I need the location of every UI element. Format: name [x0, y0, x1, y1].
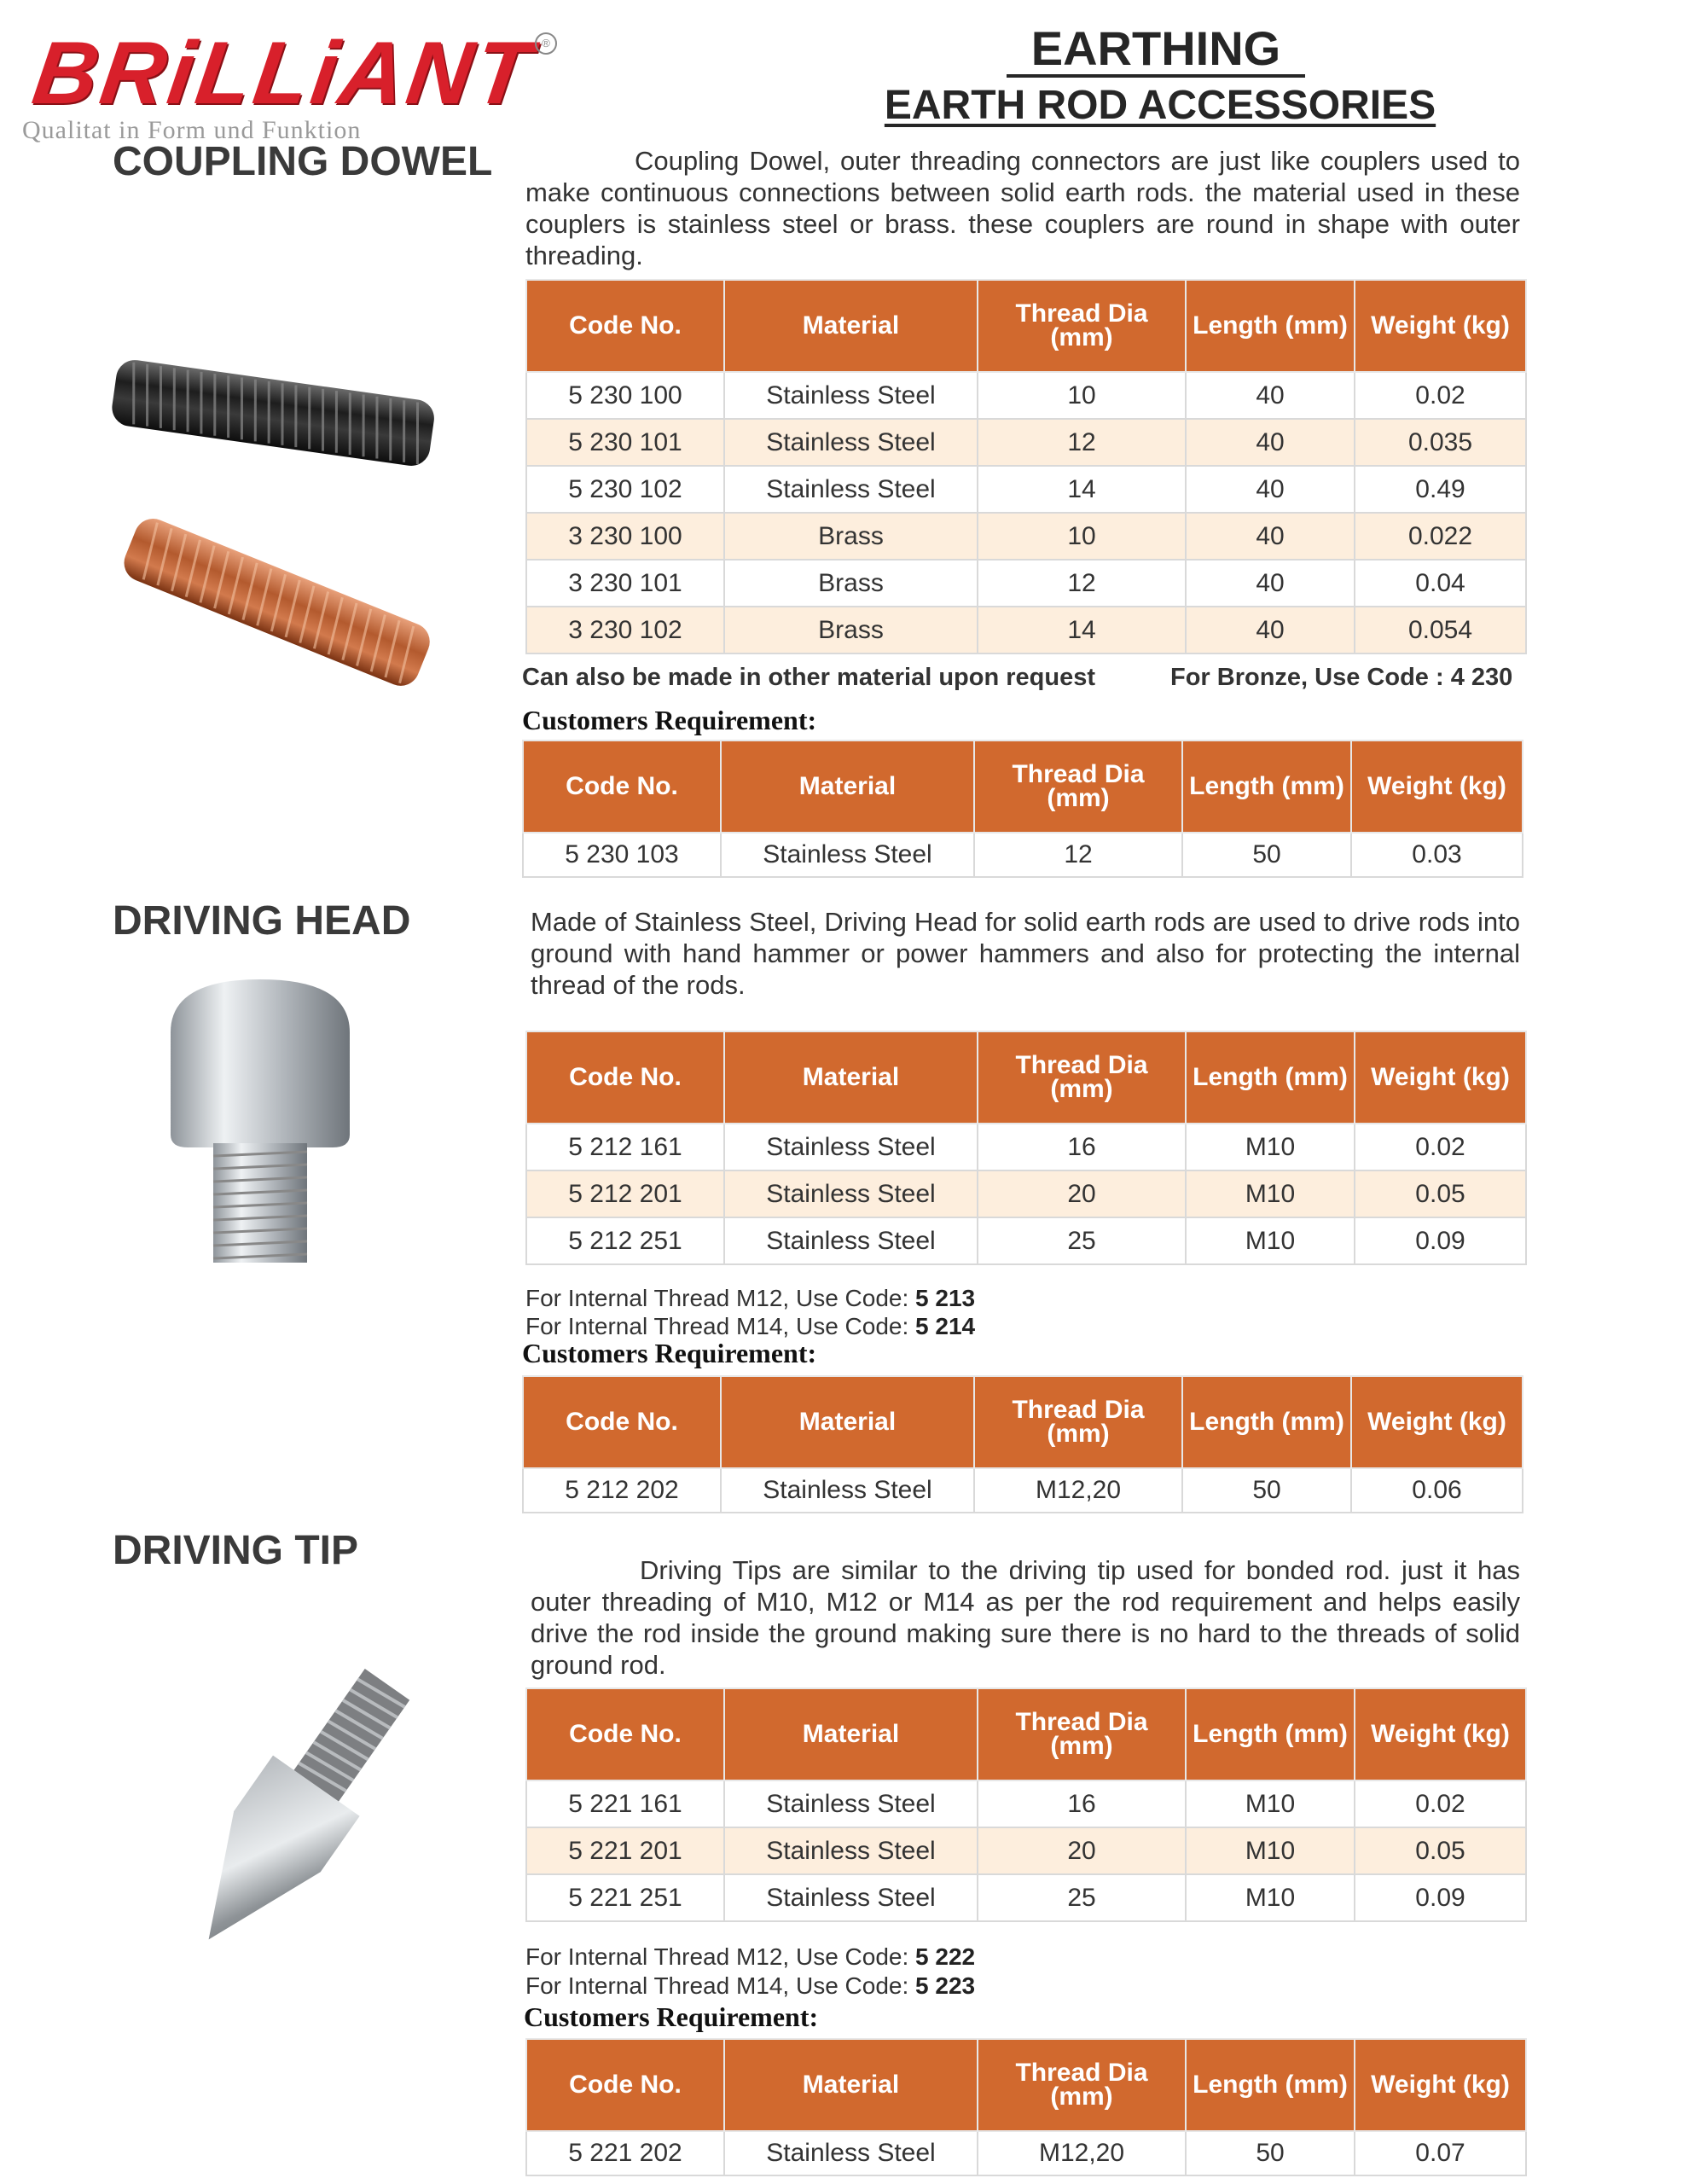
cell-length: M10 — [1186, 1217, 1355, 1264]
cell-thread-dia: 25 — [978, 1874, 1186, 1921]
table-row — [526, 1124, 1526, 1170]
driving-tip-customers-label: Customers Requirement: — [524, 2001, 819, 2032]
cell-thread-dia: 12 — [978, 419, 1186, 466]
cell-thread-dia: 12 — [978, 560, 1186, 607]
cell-thread-dia: M12,20 — [974, 1468, 1182, 1513]
cell-thread-dia: 25 — [978, 1217, 1186, 1264]
page-title: EARTHING — [1007, 24, 1305, 78]
cell-material: Stainless Steel — [724, 1217, 978, 1264]
header-length: Length (mm) — [1182, 741, 1351, 833]
cell-code: 5 221 201 — [526, 1827, 724, 1874]
cell-material: Stainless Steel — [724, 1170, 978, 1217]
cell-code: 5 212 202 — [523, 1468, 721, 1513]
header-material: Material — [724, 1031, 978, 1124]
cell-length: 50 — [1182, 1468, 1351, 1513]
cell-code: 5 212 251 — [526, 1217, 724, 1264]
logo-tagline: Qualitat in Form und Funktion — [22, 116, 362, 144]
cell-weight: 0.04 — [1355, 560, 1526, 607]
cell-weight: 0.02 — [1355, 1124, 1526, 1170]
header-code: Code No. — [526, 1031, 724, 1124]
cell-length: 50 — [1186, 2131, 1355, 2175]
driving-tip-table — [525, 1687, 1527, 1922]
header-material: Material — [724, 2039, 978, 2131]
header-length: Length (mm) — [1186, 1688, 1355, 1780]
cell-code: 5 221 202 — [526, 2131, 724, 2175]
cell-length: 40 — [1186, 513, 1355, 560]
header-code: Code No. — [523, 1376, 721, 1468]
driving-head-note-m12 — [525, 1285, 975, 1312]
coupling-dowel-title: COUPLING DOWEL — [113, 139, 493, 184]
header-weight: Weight (kg) — [1355, 280, 1526, 372]
note-text: For Internal Thread M12, Use Code: — [525, 1943, 916, 1970]
cell-thread-dia: 16 — [978, 1124, 1186, 1170]
header-weight: Weight (kg) — [1351, 741, 1523, 833]
cell-material: Stainless Steel — [724, 419, 978, 466]
cell-code: 5 230 101 — [526, 419, 724, 466]
table-row — [526, 607, 1526, 653]
header-weight: Weight (kg) — [1351, 1376, 1523, 1468]
cell-material: Stainless Steel — [724, 466, 978, 513]
table-row — [526, 1170, 1526, 1217]
cell-length: 50 — [1182, 833, 1351, 877]
cell-thread-dia: 20 — [978, 1827, 1186, 1874]
cell-length: 40 — [1186, 466, 1355, 513]
cell-code: 3 230 101 — [526, 560, 724, 607]
coupling-custom-table — [522, 740, 1523, 878]
cell-code: 5 221 251 — [526, 1874, 724, 1921]
cell-weight: 0.49 — [1355, 466, 1526, 513]
header-thread-dia: Thread Dia (mm) — [978, 1031, 1186, 1124]
table-row — [526, 466, 1526, 513]
driving-tip-note-m14 — [525, 1972, 975, 2000]
cell-length: M10 — [1186, 1827, 1355, 1874]
cell-thread-dia: 16 — [978, 1780, 1186, 1827]
cell-length: M10 — [1186, 1874, 1355, 1921]
header-weight: Weight (kg) — [1355, 1688, 1526, 1780]
table-row — [523, 833, 1523, 877]
page-subtitle: EARTH ROD ACCESSORIES — [884, 83, 1436, 128]
cell-weight: 0.02 — [1355, 1780, 1526, 1827]
cell-code: 3 230 100 — [526, 513, 724, 560]
cell-thread-dia: 10 — [978, 372, 1186, 419]
table-row — [526, 1874, 1526, 1921]
header-material: Material — [721, 741, 974, 833]
driving-head-note-m14 — [525, 1313, 975, 1340]
cell-length: M10 — [1186, 1780, 1355, 1827]
header-thread-dia: Thread Dia (mm) — [974, 1376, 1182, 1468]
header-thread-dia: Thread Dia (mm) — [978, 1688, 1186, 1780]
header-weight: Weight (kg) — [1355, 2039, 1526, 2131]
cell-code: 3 230 102 — [526, 607, 724, 653]
note-code: 5 222 — [915, 1943, 976, 1970]
cell-material: Stainless Steel — [724, 1874, 978, 1921]
header-weight: Weight (kg) — [1355, 1031, 1526, 1124]
header-material: Material — [721, 1376, 974, 1468]
note-code: 5 213 — [915, 1285, 976, 1311]
header-code: Code No. — [526, 280, 724, 372]
driving-head-custom-table — [522, 1375, 1523, 1513]
table-row — [526, 1780, 1526, 1827]
cell-thread-dia: M12,20 — [978, 2131, 1186, 2175]
driving-head-customers-label: Customers Requirement: — [522, 1338, 817, 1368]
cell-thread-dia: 14 — [978, 466, 1186, 513]
driving-tip-note-m12 — [525, 1943, 975, 1971]
cell-weight: 0.03 — [1351, 833, 1523, 877]
cell-weight: 0.05 — [1355, 1170, 1526, 1217]
coupling-material-note: Can also be made in other material upon request — [522, 664, 1095, 691]
header-length: Length (mm) — [1186, 1031, 1355, 1124]
stainless-dowel-image — [102, 341, 444, 486]
driving-tip-custom-table — [525, 2038, 1527, 2176]
note-code: 5 214 — [915, 1313, 976, 1339]
table-row — [523, 1468, 1523, 1513]
cell-length: 40 — [1186, 607, 1355, 653]
cell-code: 5 212 201 — [526, 1170, 724, 1217]
note-text: For Internal Thread M14, Use Code: — [525, 1972, 916, 1999]
note-text: For Internal Thread M12, Use Code: — [525, 1285, 916, 1311]
driving-head-description: Made of Stainless Steel, Driving Head for solid earth rods are used to drive rods into ground with hand hammer or power hammers and also for protecting the internal thread of the rods. — [531, 907, 1520, 1000]
cell-thread-dia: 20 — [978, 1170, 1186, 1217]
header-material: Material — [724, 1688, 978, 1780]
cell-length: 40 — [1186, 560, 1355, 607]
cell-weight: 0.035 — [1355, 419, 1526, 466]
cell-material: Brass — [724, 607, 978, 653]
cell-length: 40 — [1186, 419, 1355, 466]
table-row — [526, 372, 1526, 419]
cell-weight: 0.09 — [1355, 1874, 1526, 1921]
cell-material: Stainless Steel — [724, 1827, 978, 1874]
cell-code: 5 230 102 — [526, 466, 724, 513]
driving-head-title: DRIVING HEAD — [113, 898, 411, 944]
driving-tip-image — [166, 1664, 422, 1971]
table-row — [526, 1827, 1526, 1874]
cell-material: Stainless Steel — [721, 833, 974, 877]
coupling-bronze-note: For Bronze, Use Code : 4 230 — [1170, 664, 1513, 691]
brand-logo — [19, 24, 565, 144]
logo-wordmark: BRiLLiANT — [26, 24, 540, 123]
table-row — [526, 419, 1526, 466]
cell-weight: 0.022 — [1355, 513, 1526, 560]
cell-material: Stainless Steel — [724, 1780, 978, 1827]
header-material: Material — [724, 280, 978, 372]
header-code: Code No. — [523, 741, 721, 833]
cell-thread-dia: 12 — [974, 833, 1182, 877]
table-row — [526, 1217, 1526, 1264]
coupling-customers-label: Customers Requirement: — [522, 705, 817, 735]
cell-weight: 0.05 — [1355, 1827, 1526, 1874]
cell-length: M10 — [1186, 1124, 1355, 1170]
driving-tip-title: DRIVING TIP — [113, 1528, 359, 1573]
cell-material: Stainless Steel — [724, 2131, 978, 2175]
header-length: Length (mm) — [1182, 1376, 1351, 1468]
table-row — [526, 2131, 1526, 2175]
cell-thread-dia: 10 — [978, 513, 1186, 560]
note-text: For Internal Thread M14, Use Code: — [525, 1313, 916, 1339]
cell-code: 5 230 103 — [523, 833, 721, 877]
header-code: Code No. — [526, 1688, 724, 1780]
cell-thread-dia: 14 — [978, 607, 1186, 653]
header-length: Length (mm) — [1186, 2039, 1355, 2131]
header-code: Code No. — [526, 2039, 724, 2131]
note-code: 5 223 — [915, 1972, 976, 1999]
header-thread-dia: Thread Dia (mm) — [978, 2039, 1186, 2131]
cell-weight: 0.054 — [1355, 607, 1526, 653]
table-row — [526, 560, 1526, 607]
brass-dowel-image — [111, 503, 444, 700]
cell-material: Stainless Steel — [721, 1468, 974, 1513]
cell-code: 5 221 161 — [526, 1780, 724, 1827]
cell-material: Stainless Steel — [724, 1124, 978, 1170]
header-length: Length (mm) — [1186, 280, 1355, 372]
cell-material: Stainless Steel — [724, 372, 978, 419]
header-thread-dia: Thread Dia (mm) — [978, 280, 1186, 372]
driving-head-table — [525, 1031, 1527, 1265]
cell-weight: 0.09 — [1355, 1217, 1526, 1264]
cell-length: 40 — [1186, 372, 1355, 419]
coupling-dowel-table — [525, 279, 1527, 654]
cell-material: Brass — [724, 513, 978, 560]
cell-weight: 0.07 — [1355, 2131, 1526, 2175]
header-thread-dia: Thread Dia (mm) — [974, 741, 1182, 833]
registered-mark: ® — [535, 32, 557, 55]
cell-weight: 0.02 — [1355, 372, 1526, 419]
cell-length: M10 — [1186, 1170, 1355, 1217]
table-row — [526, 513, 1526, 560]
driving-tip-description: Driving Tips are similar to the driving tip used for bonded rod. just it has outer threading of M10, M12 or M14 as per the rod requirement and helps easily drive the rod inside the ground making sure there is no hard to the threads of solid ground rod. — [531, 1555, 1520, 1680]
driving-head-image — [162, 973, 358, 1271]
cell-material: Brass — [724, 560, 978, 607]
cell-code: 5 212 161 — [526, 1124, 724, 1170]
cell-code: 5 230 100 — [526, 372, 724, 419]
cell-weight: 0.06 — [1351, 1468, 1523, 1513]
coupling-dowel-description: Coupling Dowel, outer threading connectors are just like couplers used to make continuous connections between solid earth rods. the material used in these couplers is stainless steel or brass. these couplers are round in shape with outer threading. — [525, 146, 1520, 270]
